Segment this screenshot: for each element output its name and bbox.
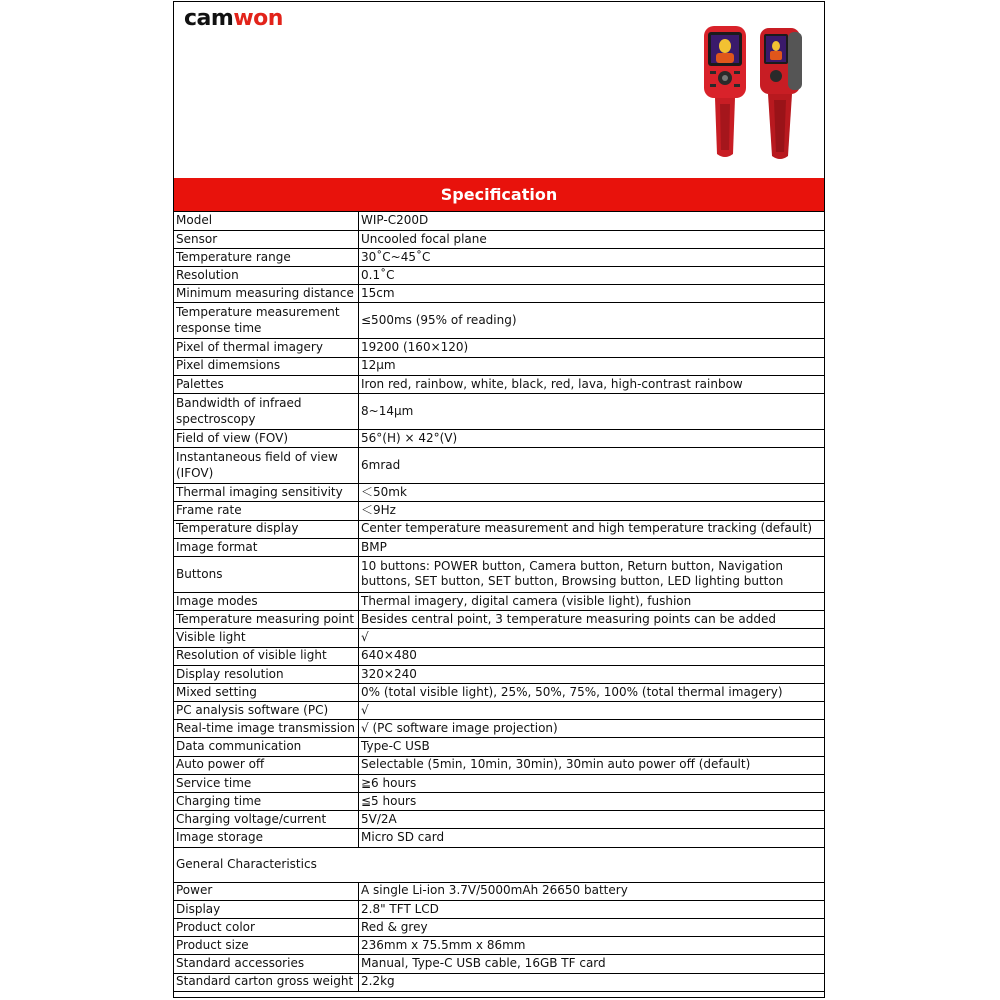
spec-label: Data communication (174, 738, 359, 756)
table-row (174, 357, 824, 375)
table-row (174, 230, 824, 248)
spec-label: Temperature range (174, 248, 359, 266)
spec-value: √ (359, 629, 825, 647)
spec-label: Display resolution (174, 665, 359, 683)
table-row (174, 303, 824, 339)
table-row (174, 829, 824, 847)
spec-value: Iron red, rainbow, white, black, red, lava, high-contrast rainbow (359, 375, 825, 393)
spec-label: Pixel of thermal imagery (174, 339, 359, 357)
spec-value: 2.8" TFT LCD (359, 900, 825, 918)
spec-label: Bandwidth of infraed spectroscopy (174, 394, 359, 430)
table-row (174, 629, 824, 647)
spec-value: Center temperature measurement and high temperature tracking (default) (359, 520, 825, 538)
spec-value: Red & grey (359, 918, 825, 936)
spec-value: 2.2kg (359, 973, 825, 991)
spec-label: Product color (174, 918, 359, 936)
table-row (174, 267, 824, 285)
table-row (174, 973, 824, 991)
spec-label: Display (174, 900, 359, 918)
table-row (174, 592, 824, 610)
header (174, 2, 824, 179)
spec-label: Temperature display (174, 520, 359, 538)
table-row (174, 811, 824, 829)
thermal-camera-product-image (698, 24, 818, 164)
spec-value: 8~14μm (359, 394, 825, 430)
table-row (174, 484, 824, 502)
spec-value: 10 buttons: POWER button, Camera button, Return button, Navigation buttons, SET button, SET button, Browsing button, LED lighting button (359, 556, 825, 592)
spec-value: Type-C USB (359, 738, 825, 756)
spec-value: ≤500ms (95% of reading) (359, 303, 825, 339)
spec-value: 640×480 (359, 647, 825, 665)
spec-value: Thermal imagery, digital camera (visible light), fushion (359, 592, 825, 610)
spec-value: 15cm (359, 285, 825, 303)
table-row (174, 430, 824, 448)
table-row (174, 955, 824, 973)
spec-value: 5V/2A (359, 811, 825, 829)
spec-label: Standard carton gross weight (174, 973, 359, 991)
spec-value: 12μm (359, 357, 825, 375)
spec-value: 6mrad (359, 448, 825, 484)
spec-label: Standard accessories (174, 955, 359, 973)
table-row (174, 212, 824, 230)
table-row (174, 756, 824, 774)
spec-label: Visible light (174, 629, 359, 647)
spec-label: Instantaneous field of view (IFOV) (174, 448, 359, 484)
spec-label: Charging voltage/current (174, 811, 359, 829)
spec-label: Image storage (174, 829, 359, 847)
spec-value: WIP-C200D (359, 212, 825, 230)
spec-value: A single Li-ion 3.7V/5000mAh 26650 battery (359, 882, 825, 900)
spec-label: Service time (174, 774, 359, 792)
spec-value: √ (359, 702, 825, 720)
table-row (174, 720, 824, 738)
table-row (174, 448, 824, 484)
spec-label: Temperature measurement response time (174, 303, 359, 339)
spec-label: Temperature measuring point (174, 611, 359, 629)
table-row (174, 793, 824, 811)
spec-label: Model (174, 212, 359, 230)
spec-value: Manual, Type-C USB cable, 16GB TF card (359, 955, 825, 973)
camwon-logo: camwon (184, 6, 283, 31)
front-device-icon (704, 26, 746, 157)
spec-label: Image modes (174, 592, 359, 610)
spec-label: Auto power off (174, 756, 359, 774)
spec-label: Field of view (FOV) (174, 430, 359, 448)
specification-title: Specification (174, 178, 824, 212)
spec-value: ≦5 hours (359, 793, 825, 811)
spec-value: Uncooled focal plane (359, 230, 825, 248)
spec-value: 0.1˚C (359, 267, 825, 285)
spec-sheet (173, 1, 825, 998)
spec-table (174, 212, 824, 992)
spec-value: 236mm x 75.5mm x 86mm (359, 937, 825, 955)
table-row (174, 502, 824, 520)
spec-label: Product size (174, 937, 359, 955)
spec-value: 56°(H) × 42°(V) (359, 430, 825, 448)
table-row (174, 918, 824, 936)
spec-value: ＜50mk (359, 484, 825, 502)
table-row (174, 248, 824, 266)
spec-value: √ (PC software image projection) (359, 720, 825, 738)
spec-label: Palettes (174, 375, 359, 393)
table-row (174, 538, 824, 556)
spec-label: Real-time image transmission (174, 720, 359, 738)
side-device-icon (760, 28, 802, 159)
spec-label: Mixed setting (174, 683, 359, 701)
spec-label: Pixel dimemsions (174, 357, 359, 375)
table-row (174, 556, 824, 592)
table-row (174, 611, 824, 629)
spec-value: BMP (359, 538, 825, 556)
spec-value: Micro SD card (359, 829, 825, 847)
table-row (174, 339, 824, 357)
table-row (174, 702, 824, 720)
table-row (174, 520, 824, 538)
spec-value: ＜9Hz (359, 502, 825, 520)
table-row (174, 882, 824, 900)
spec-label: PC analysis software (PC) (174, 702, 359, 720)
spec-value: Besides central point, 3 temperature measuring points can be added (359, 611, 825, 629)
spec-value: 30˚C~45˚C (359, 248, 825, 266)
table-row (174, 774, 824, 792)
table-row (174, 683, 824, 701)
spec-label: Minimum measuring distance (174, 285, 359, 303)
spec-value: 320×240 (359, 665, 825, 683)
table-row (174, 647, 824, 665)
table-row (174, 900, 824, 918)
spec-label: Image format (174, 538, 359, 556)
table-row (174, 738, 824, 756)
spec-label: Charging time (174, 793, 359, 811)
spec-value: Selectable (5min, 10min, 30min), 30min auto power off (default) (359, 756, 825, 774)
table-row (174, 375, 824, 393)
spec-value: ≧6 hours (359, 774, 825, 792)
table-row (174, 665, 824, 683)
spec-label: Resolution of visible light (174, 647, 359, 665)
spec-value: 19200 (160×120) (359, 339, 825, 357)
spec-label: Resolution (174, 267, 359, 285)
section-heading: General Characteristics (174, 847, 824, 882)
table-row (174, 285, 824, 303)
spec-label: Frame rate (174, 502, 359, 520)
spec-label: Thermal imaging sensitivity (174, 484, 359, 502)
section-row (174, 847, 824, 882)
spec-value: 0% (total visible light), 25%, 50%, 75%, 100% (total thermal imagery) (359, 683, 825, 701)
spec-label: Power (174, 882, 359, 900)
spec-label: Buttons (174, 556, 359, 592)
spec-label: Sensor (174, 230, 359, 248)
table-row (174, 937, 824, 955)
table-row (174, 394, 824, 430)
